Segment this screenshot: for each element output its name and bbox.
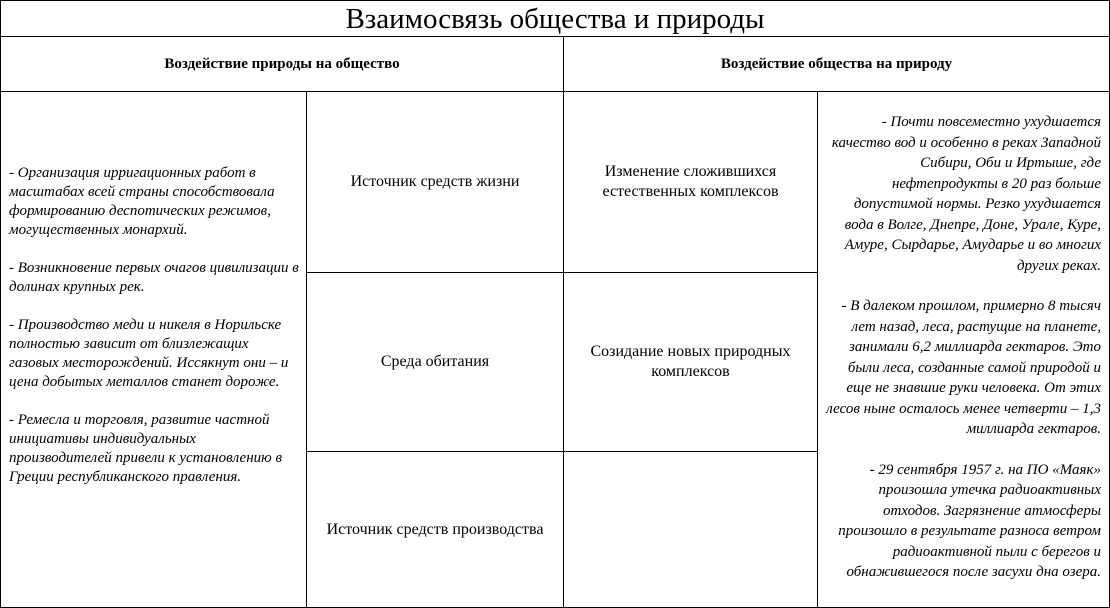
left-examples-cell	[0, 91, 307, 608]
nature-role-cell	[306, 272, 564, 452]
page-title: Взаимосвязь общества и природы	[0, 0, 1110, 36]
society-action-text: Созидание новых природных комплексов	[590, 343, 791, 380]
society-action-cell	[563, 272, 818, 452]
left-example-item: - Ремесла и торговля, развитие частной инициативы индивидуальных производителей привели к установлению в Греции республиканского правления.	[9, 412, 282, 485]
header-nature-on-society: Воздействие природы на общество	[0, 36, 564, 92]
right-examples-cell	[817, 91, 1110, 608]
right-example-item: - 29 сентября 1957 г. на ПО «Маяк» произошла утечка радиоактивных отходов. Загрязнение атмосферы произошло в результате разноса ветром радиоактивной пыли с берегов и обнажившегося после засухи дна озера.	[838, 461, 1101, 580]
left-example-item: - Организация ирригационных работ в масштабах всей страны способствовала формированию деспотических режимов, могущественных монархий.	[9, 165, 275, 238]
society-action-cell	[563, 91, 818, 273]
nature-role-text: Среда обитания	[380, 353, 490, 370]
nature-role-cell	[306, 91, 564, 273]
right-example-item: - В далеком прошлом, примерно 8 тысяч лет назад, леса, растущие на планете, занимали 6,2 миллиарда гектаров. Это были леса, созданные самой природой и еще не знавшие руки человека. От этих лесов ныне осталось менее четверти – 1,3 миллиарда гектаров.	[826, 298, 1101, 437]
society-action-text: Изменение сложившихся естественных комплексов	[602, 163, 779, 200]
nature-role-text: Источник средств жизни	[350, 173, 520, 190]
header-society-on-nature: Воздействие общества на природу	[563, 36, 1110, 92]
right-example-item: - Почти повсеместно ухудшается качество вод и особенно в реках Западной Сибири, Оби и Иртыше, где нефтепродукты в 20 раз больше допустимой нормы. Резко ухудшается вода в Волге, Днепре, Доне, Урале, Куре, Амуре, Сырдарье, Амударье и во многих других реках.	[831, 114, 1101, 274]
society-action-cell	[563, 451, 818, 608]
nature-role-cell	[306, 451, 564, 608]
left-example-item: - Возникновение первых очагов цивилизации в долинах крупных рек.	[9, 260, 299, 295]
nature-role-text: Источник средств производства	[326, 520, 544, 538]
left-example-item: - Производство меди и никеля в Норильске полностью зависит от близлежащих газовых месторождений. Иссякнут они – и цена добытых металлов станет дороже.	[9, 317, 289, 390]
